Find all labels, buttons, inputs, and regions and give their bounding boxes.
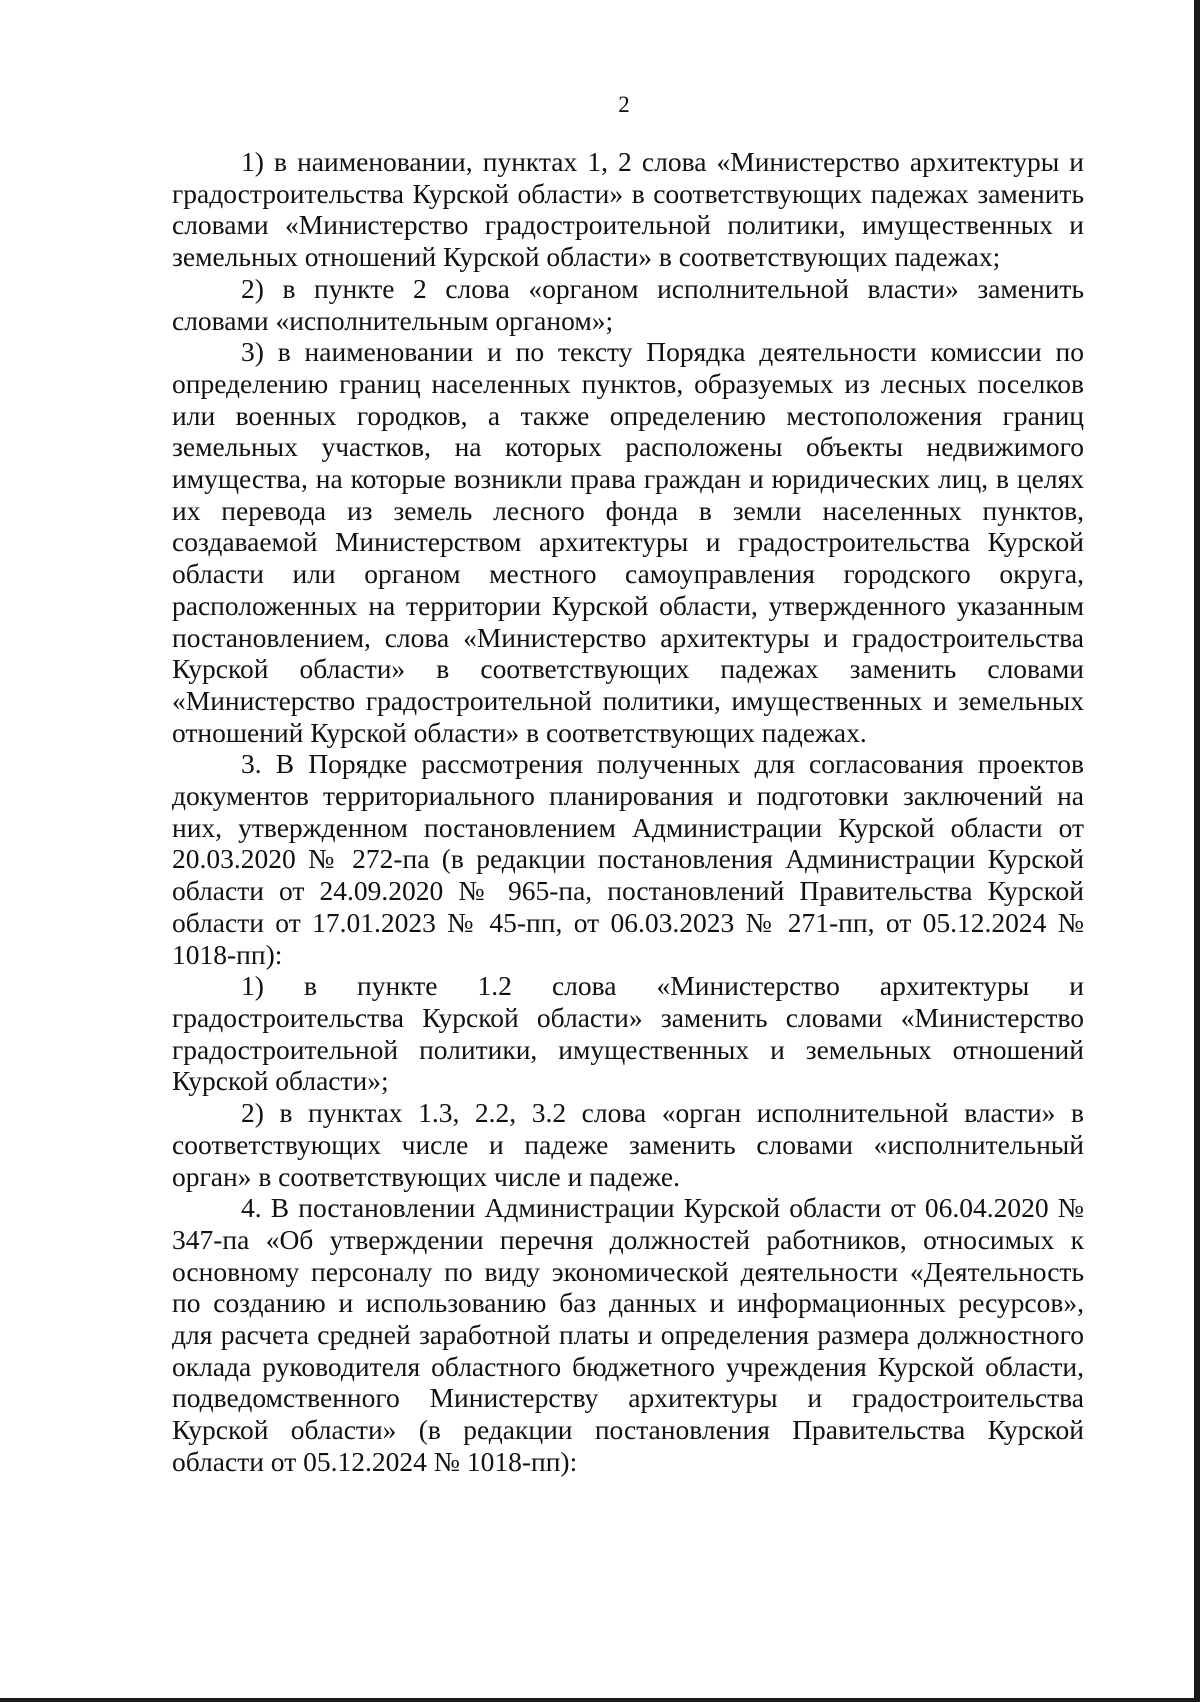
- document-body: [172, 146, 1084, 1478]
- scan-edge-right: [1194, 0, 1200, 1702]
- page-number: 2: [618, 92, 630, 117]
- paragraph-item-2-executive-body: 2) в пункте 2 слова «органом исполнительной власти» заменить словами «исполнительным органом»;: [172, 272, 1084, 336]
- paragraph-section-3-item-1: 1) в пункте 1.2 слова «Министерство архитектуры и градостроительства Курской области» заменить словами «Министерство градостроительной политики, имущественных и земельных отношений Курской области»;: [172, 970, 1084, 1097]
- paragraph-section-3-procedure: 3. В Порядке рассмотрения полученных для согласования проектов документов территориального планирования и подготовки заключений на них, утвержденном постановлением Администрации Курской области от 20.03.2020 № 272-па (в редакции постановления Администрации Курской области от 24.09.2020 № 965-па, постановлений Правительства Курской области от 17.01.2023 № 45-пп, от 06.03.2023 № 271-пп, от 05.12.2024 № 1018-пп):: [172, 748, 1084, 970]
- paragraph-section-4-resolution: 4. В постановлении Администрации Курской области от 06.04.2020 № 347-па «Об утверждении перечня должностей работников, относимых к основному персоналу по виду экономической деятельности «Деятельность по созданию и использованию баз данных и информационных ресурсов», для расчета средней заработной платы и определения размера должностного оклада руководителя областного бюджетного учреждения Курской области, подведомственного Министерству архитектуры и градостроительства Курской области» (в редакции постановления Правительства Курской области от 05.12.2024 № 1018-пп):: [172, 1192, 1084, 1477]
- scan-edge-bottom: [0, 1698, 1200, 1702]
- paragraph-item-3-commission-procedure: 3) в наименовании и по тексту Порядка деятельности комиссии по определению границ населенных пунктов, образуемых из лесных поселков или военных городков, а также определению местоположения границ земельных участков, на которых расположены объекты недвижимого имущества, на которые возникли права граждан и юридических лиц, в целях их перевода из земель лесного фонда в земли населенных пунктов, создаваемой Министерством архитектуры и градостроительства Курской области или органом местного самоуправления городского округа, расположенных на территории Курской области, утвержденного указанным постановлением, слова «Министерство архитектуры и градостроительства Курской области» в соответствующих падежах заменить словами «Министерство градостроительной политики, имущественных и земельных отношений Курской области» в соответствующих падежах.: [172, 336, 1084, 748]
- paragraph-item-1-name-change: 1) в наименовании, пунктах 1, 2 слова «Министерство архитектуры и градостроительства Курской области» в соответствующих падежах заменить словами «Министерство градостроительной политики, имущественных и земельных отношений Курской области» в соответствующих падежах;: [172, 146, 1084, 273]
- paragraph-section-3-item-2: 2) в пунктах 1.3, 2.2, 3.2 слова «орган исполнительной власти» в соответствующих числе и падеже заменить словами «исполнительный орган» в соответствующих числе и падеже.: [172, 1097, 1084, 1192]
